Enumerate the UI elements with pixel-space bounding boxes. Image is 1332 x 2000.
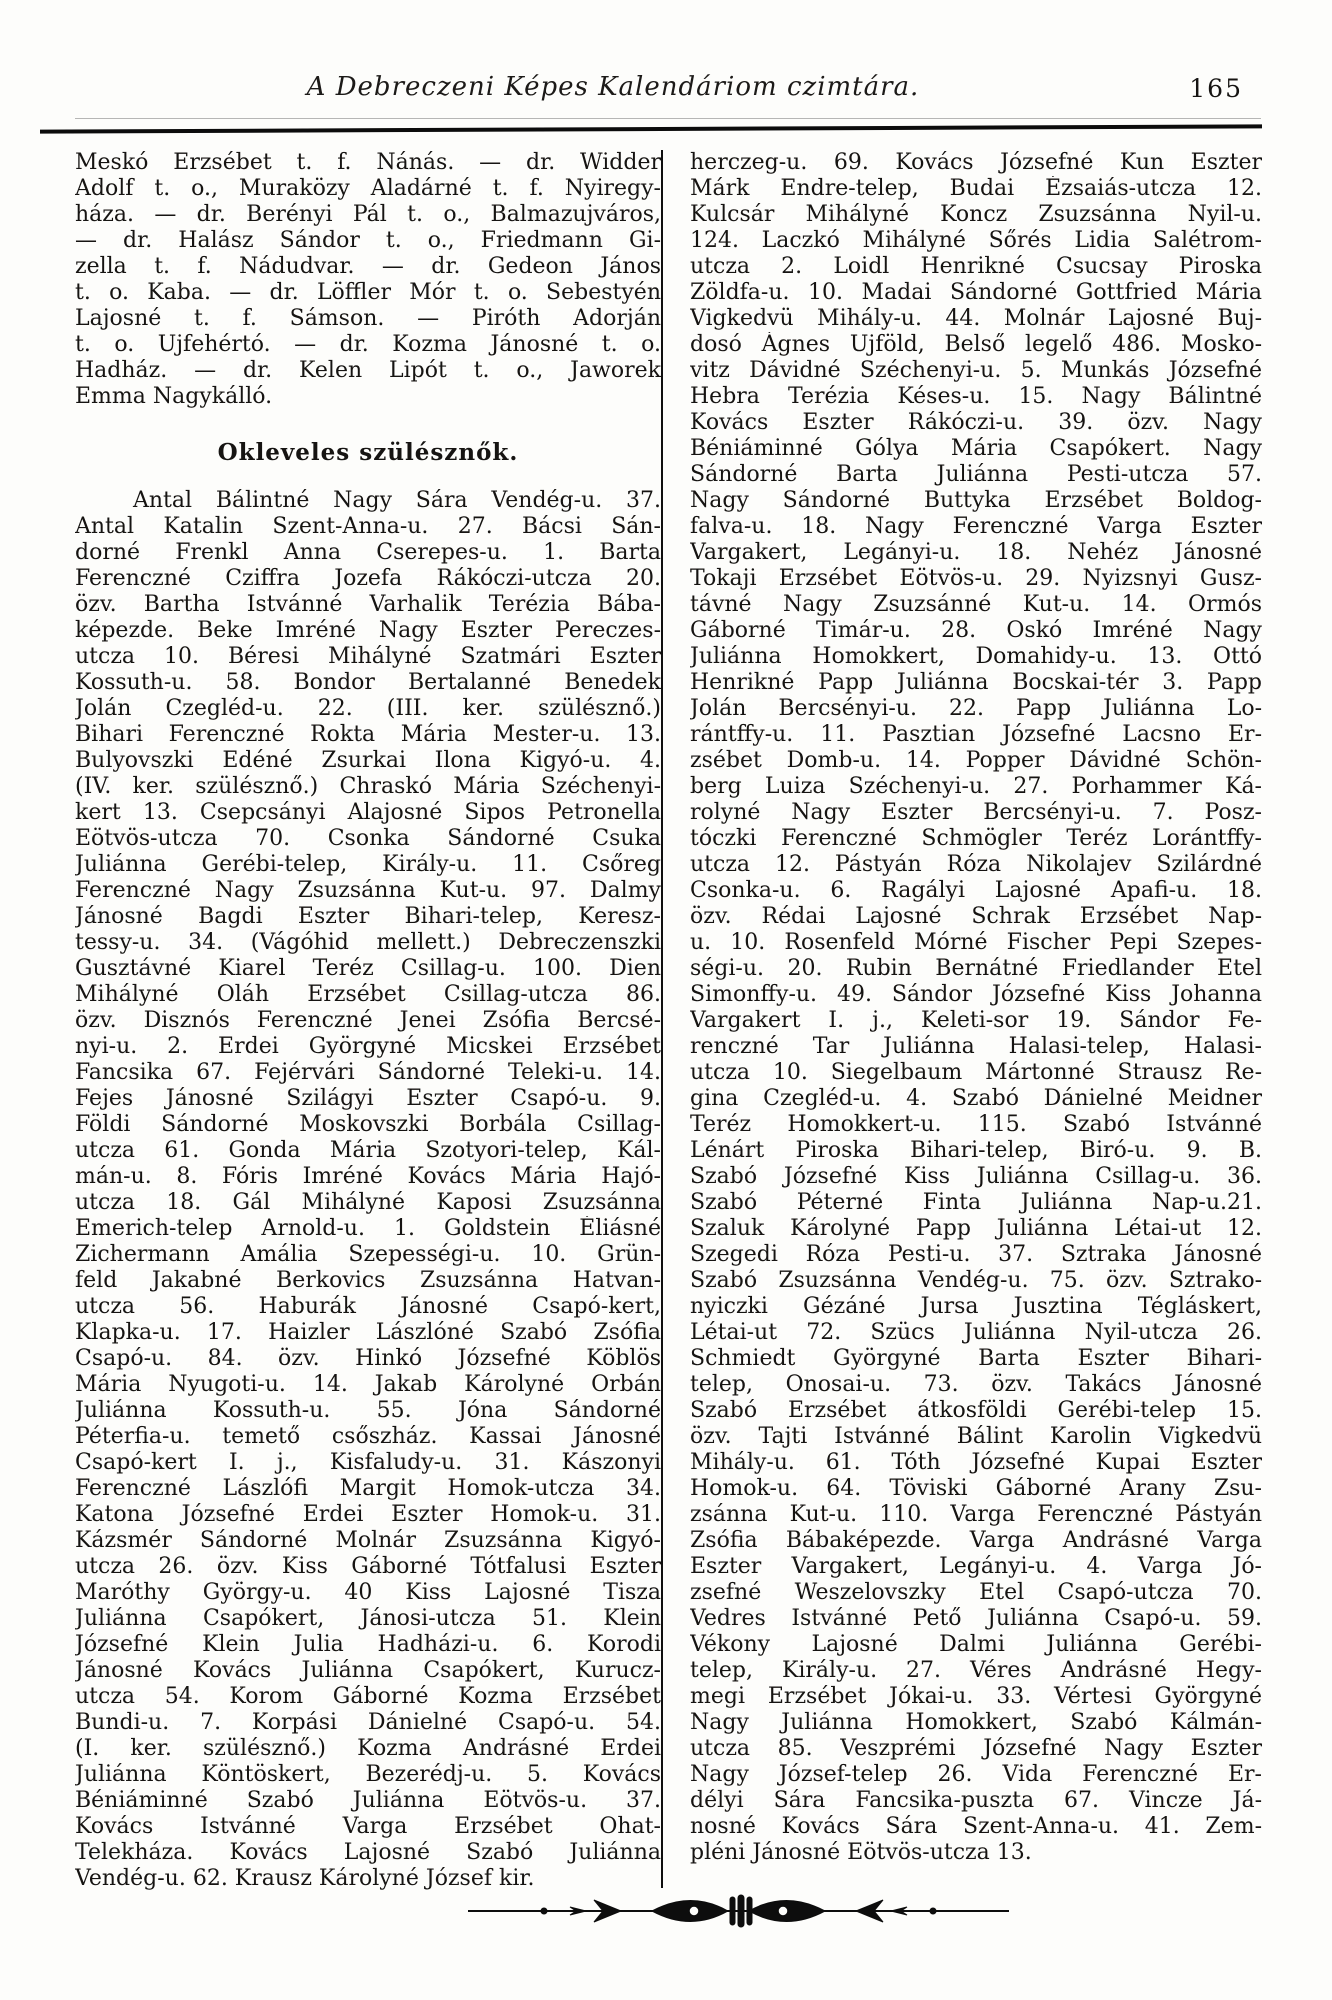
header-rule-thin [75, 118, 1261, 119]
text-line: Adolf t. o., Muraközy Aladárné t. f. Nyiregy- [75, 176, 661, 201]
text-line: Földi Sándorné Moskovszki Borbála Csillag- [75, 1112, 661, 1137]
text-line: Lajosné t. f. Sámson. — Piróth Adorján [75, 306, 661, 331]
text-line: Telekháza. Kovács Lajosné Szabó Juliánna [75, 1840, 661, 1865]
text-line: Vargakert I. j., Keleti-sor 19. Sándor Fe- [690, 1008, 1262, 1033]
text-line: (IV. ker. szülésznő.) Chraskó Mária Széchenyi- [75, 774, 661, 799]
text-line: Vékony Lajosné Dalmi Juliánna Gerébi- [690, 1632, 1262, 1657]
text-line: renczné Tar Juliánna Halasi-telep, Halasi- [690, 1034, 1262, 1059]
text-line: Teréz Homokkert-u. 115. Szabó Istvánné [690, 1112, 1262, 1137]
text-line: Ferenczné Lászlófi Margit Homok-utcza 34. [75, 1476, 661, 1501]
page-number: 165 [1189, 74, 1243, 103]
text-line: berg Luiza Széchenyi-u. 27. Porhammer Ká- [690, 774, 1262, 799]
text-line: Katona Józsefné Erdei Eszter Homok-u. 31. [75, 1502, 661, 1527]
text-line: Homok-u. 64. Töviski Gáborné Arany Zsu- [690, 1476, 1262, 1501]
text-line: Szaluk Károlyné Papp Juliánna Létai-ut 12. [690, 1216, 1262, 1241]
paragraph [75, 150, 661, 410]
text-line: képezde. Beke Imréné Nagy Eszter Pereczes- [75, 618, 661, 643]
text-line: megi Erzsébet Jókai-u. 33. Vértesi Györgyné [690, 1684, 1262, 1709]
text-line: Eszter Vargakert, Legányi-u. 4. Varga Jó- [690, 1554, 1262, 1579]
text-line: Jolán Czegléd-u. 22. (III. ker. szülésznő.) [75, 696, 661, 721]
header-rule [40, 124, 1262, 133]
text-line: özv. Bartha Istvánné Varhalik Terézia Bába- [75, 592, 661, 617]
text-line: özv. Rédai Lajosné Schrak Erzsébet Nap- [690, 904, 1262, 929]
text-line: özv. Disznós Ferenczné Jenei Zsófia Bercsé- [75, 1008, 661, 1033]
text-line: Vigkedvü Mihály-u. 44. Molnár Lajosné Buj- [690, 306, 1262, 331]
text-line: Lénárt Piroska Bihari-telep, Biró-u. 9. B. [690, 1138, 1262, 1163]
text-line: utcza 10. Béresi Mihályné Szatmári Eszter [75, 644, 661, 669]
text-line: Péterfia-u. temető csőszház. Kassai Jánosné [75, 1424, 661, 1449]
text-line: utcza 12. Pástyán Róza Nikolajev Szilárdné [690, 852, 1262, 877]
paragraph [75, 488, 661, 1892]
text-line: kert 13. Csepcsányi Alajosné Sipos Petronella [75, 800, 661, 825]
text-line: háza. — dr. Berényi Pál t. o., Balmazujváros, [75, 202, 661, 227]
text-line: Létai-ut 72. Szücs Juliánna Nyil-utcza 26. [690, 1320, 1262, 1345]
text-line: rántffy-u. 11. Pasztian Józsefné Lacsno Er- [690, 722, 1262, 747]
text-line: Eötvös-utcza 70. Csonka Sándorné Csuka [75, 826, 661, 851]
text-line: herczeg-u. 69. Kovács Józsefné Kun Eszter [690, 150, 1262, 175]
text-line: Zöldfa-u. 10. Madai Sándorné Gottfried Mária [690, 280, 1262, 305]
text-line: Mária Nyugoti-u. 14. Jakab Károlyné Orbán [75, 1372, 661, 1397]
text-line: Gáborné Timár-u. 28. Oskó Imréné Nagy [690, 618, 1262, 643]
text-line: ségi-u. 20. Rubin Bernátné Friedlander Etel [690, 956, 1262, 981]
text-line: távné Nagy Zsuzsánné Kut-u. 14. Ormós [690, 592, 1262, 617]
text-line: utcza 61. Gonda Mária Szotyori-telep, Kál- [75, 1138, 661, 1163]
text-line: Szabó Péterné Finta Juliánna Nap-u.21. [690, 1190, 1262, 1215]
text-line: Fejes Jánosné Szilágyi Eszter Csapó-u. 9. [75, 1086, 661, 1111]
text-line: Juliánna Gerébi-telep, Király-u. 11. Csőreg [75, 852, 661, 877]
text-line: Józsefné Klein Julia Hadházi-u. 6. Korodi [75, 1632, 661, 1657]
page-title: A Debreczeni Képes Kalendáriom czimtára. [306, 72, 920, 102]
text-line: zsánna Kut-u. 110. Varga Ferenczné Pástyán [690, 1502, 1262, 1527]
text-line: Zichermann Amália Szepességi-u. 10. Grün- [75, 1242, 661, 1267]
section-heading: Okleveles szülésznők. [217, 439, 519, 466]
text-line: Kulcsár Mihályné Koncz Zsuzsánna Nyil-u. [690, 202, 1262, 227]
text-line: Ferenczné Nagy Zsuzsánna Kut-u. 97. Dalmy [75, 878, 661, 903]
text-line: Juliánna Homokkert, Domahidy-u. 13. Ottó [690, 644, 1262, 669]
page-header [75, 72, 1261, 116]
text-line: gina Czegléd-u. 4. Szabó Dánielné Meidner [690, 1086, 1262, 1111]
text-line: Juliánna Köntöskert, Bezerédj-u. 5. Kovács [75, 1762, 661, 1787]
text-line: utcza 26. özv. Kiss Gáborné Tótfalusi Eszter [75, 1554, 661, 1579]
text-line: rolyné Nagy Eszter Bercsényi-u. 7. Posz- [690, 800, 1262, 825]
text-line: Jánosné Bagdi Eszter Bihari-telep, Keresz- [75, 904, 661, 929]
column-divider [661, 150, 663, 1888]
text-line: (I. ker. szülésznő.) Kozma Andrásné Erdei [75, 1736, 661, 1761]
text-line: Jánosné Kovács Juliánna Csapókert, Kurucz- [75, 1658, 661, 1683]
text-line: Bulyovszki Edéné Zsurkai Ilona Kigyó-u. 4. [75, 748, 661, 773]
text-line: Sándorné Barta Juliánna Pesti-utcza 57. [690, 462, 1262, 487]
text-line: Fancsika 67. Fejérvári Sándorné Teleki-u. 14. [75, 1060, 661, 1085]
text-line: utcza 56. Haburák Jánosné Csapó-kert, [75, 1294, 661, 1319]
text-line: Mihályné Oláh Erzsébet Csillag-utcza 86. [75, 982, 661, 1007]
text-line: Szabó Józsefné Kiss Juliánna Csillag-u. 36. [690, 1164, 1262, 1189]
text-line: utcza 2. Loidl Henrikné Csucsay Piroska [690, 254, 1262, 279]
text-line: nosné Kovács Sára Szent-Anna-u. 41. Zem- [690, 1814, 1262, 1839]
text-line: utcza 18. Gál Mihályné Kaposi Zsuzsánna [75, 1190, 661, 1215]
text-line: mán-u. 8. Fóris Imréné Kovács Mária Hajó- [75, 1164, 661, 1189]
text-line: Klapka-u. 17. Haizler Lászlóné Szabó Zsófia [75, 1320, 661, 1345]
text-line: telep, Onosai-u. 73. özv. Takács Jánosné [690, 1372, 1262, 1397]
text-line: — dr. Halász Sándor t. o., Friedmann Gi- [75, 228, 661, 253]
text-line: özv. Tajti Istvánné Bálint Karolin Vigkedvü [690, 1424, 1262, 1449]
text-line: Tokaji Erzsébet Eötvös-u. 29. Nyizsnyi Gusz- [690, 566, 1262, 591]
text-line: Vedres Istvánné Pető Juliánna Csapó-u. 59. [690, 1606, 1262, 1631]
text-line: Szabó Zsuzsánna Vendég-u. 75. özv. Sztrako- [690, 1268, 1262, 1293]
text-line: Emerich-telep Arnold-u. 1. Goldstein Éliásné [75, 1216, 661, 1241]
text-line: Nagy Sándorné Buttyka Erzsébet Boldog- [690, 488, 1262, 513]
text-line: Simonffy-u. 49. Sándor Józsefné Kiss Johanna [690, 982, 1262, 1007]
text-line: Csapó-kert I. j., Kisfaludy-u. 31. Kászonyi [75, 1450, 661, 1475]
text-line: tessy-u. 34. (Vágóhid mellett.) Debreczenszki [75, 930, 661, 955]
text-line: pléni Jánosné Eötvös-utcza 13. [690, 1840, 1032, 1865]
text-line: 124. Laczkó Mihályné Sőrés Lidia Salétrom- [690, 228, 1262, 253]
text-line: Kovács Eszter Rákóczi-u. 39. özv. Nagy [690, 410, 1262, 435]
text-line: Mihály-u. 61. Tóth Józsefné Kupai Eszter [690, 1450, 1262, 1475]
text-line: Maróthy György-u. 40 Kiss Lajosné Tisza [75, 1580, 661, 1605]
text-line: Nagy József-telep 26. Vida Ferenczné Er- [690, 1762, 1262, 1787]
text-line: Emma Nagykálló. [75, 384, 273, 409]
column-right [690, 150, 1262, 1866]
text-line: Kovács Istvánné Varga Erzsébet Ohat- [75, 1814, 661, 1839]
text-line: Kázsmér Sándorné Molnár Zsuzsánna Kigyó- [75, 1528, 661, 1553]
text-line: Hebra Terézia Késes-u. 15. Nagy Bálintné [690, 384, 1262, 409]
text-line: Antal Katalin Szent-Anna-u. 27. Bácsi Sán- [75, 514, 661, 539]
text-line: Antal Bálintné Nagy Sára Vendég-u. 37. [133, 488, 661, 513]
text-line: Hadház. — dr. Kelen Lipót t. o., Jaworek [75, 358, 661, 383]
text-line: Szabó Erzsébet átkosföldi Gerébi-telep 15. [690, 1398, 1262, 1423]
text-line: Béniáminné Gólya Mária Csapókert. Nagy [690, 436, 1262, 461]
text-line: zsefné Weszelovszky Etel Csapó-utcza 70. [690, 1580, 1262, 1605]
text-line: Bihari Ferenczné Rokta Mária Mester-u. 13. [75, 722, 661, 747]
text-line: utcza 54. Korom Gáborné Kozma Erzsébet [75, 1684, 661, 1709]
text-line: falva-u. 18. Nagy Ferenczné Varga Eszter [690, 514, 1262, 539]
text-line: tóczki Ferenczné Schmögler Teréz Lorántffy- [690, 826, 1262, 851]
text-line: vitz Dávidné Széchenyi-u. 5. Munkás Józsefné [690, 358, 1262, 383]
text-line: zella t. f. Nádudvar. — dr. Gedeon János [75, 254, 661, 279]
text-line: Kossuth-u. 58. Bondor Bertalanné Benedek [75, 670, 661, 695]
text-line: Márk Endre-telep, Budai Ézsaiás-utcza 12. [690, 176, 1262, 201]
text-line: Vendég-u. 62. Krausz Károlyné József kir. [75, 1866, 535, 1891]
text-line: Juliánna Csapókert, Jánosi-utcza 51. Klein [75, 1606, 661, 1631]
text-line: Nagy Juliánna Homokkert, Szabó Kálmán- [690, 1710, 1262, 1735]
text-line: Vargakert, Legányi-u. 18. Nehéz Jánosné [690, 540, 1262, 565]
text-line: Szegedi Róza Pesti-u. 37. Sztraka Jánosné [690, 1242, 1262, 1267]
text-line: feld Jakabné Berkovics Zsuzsánna Hatvan- [75, 1268, 661, 1293]
text-line: u. 10. Rosenfeld Mórné Fischer Pepi Szepes- [690, 930, 1262, 955]
text-line: t. o. Kaba. — dr. Löffler Mór t. o. Sebestyén [75, 280, 661, 305]
text-line: Juliánna Kossuth-u. 55. Jóna Sándorné [75, 1398, 661, 1423]
paragraph [690, 150, 1262, 1866]
text-line: Jolán Bercsényi-u. 22. Papp Juliánna Lo- [690, 696, 1262, 721]
text-line: utcza 85. Veszprémi Józsefné Nagy Eszter [690, 1736, 1262, 1761]
text-line: Gusztávné Kiarel Teréz Csillag-u. 100. Dien [75, 956, 661, 981]
text-line: Ferenczné Cziffra Jozefa Rákóczi-utcza 20. [75, 566, 661, 591]
text-line: t. o. Ujfehértó. — dr. Kozma Jánosné t. o. [75, 332, 661, 357]
text-columns [75, 150, 1262, 1892]
text-line: Csonka-u. 6. Ragályi Lajosné Apafi-u. 18. [690, 878, 1262, 903]
text-line: zsébet Domb-u. 14. Popper Dávidné Schön- [690, 748, 1262, 773]
text-line: Bundi-u. 7. Korpási Dánielné Csapó-u. 54. [75, 1710, 661, 1735]
text-line: Henrikné Papp Juliánna Bocskai-tér 3. Papp [690, 670, 1262, 695]
text-line: dorné Frenkl Anna Cserepes-u. 1. Barta [75, 540, 661, 565]
bottom-flourish-icon [466, 1888, 1011, 1934]
text-line: Zsófia Bábaképezde. Varga Andrásné Varga [690, 1528, 1262, 1553]
text-line: utcza 10. Siegelbaum Mártonné Strausz Re- [690, 1060, 1262, 1085]
text-line: nyiczki Gézáné Jursa Jusztina Tégláskert, [690, 1294, 1262, 1319]
column-left [75, 150, 661, 1892]
text-line: telep, Király-u. 27. Véres Andrásné Hegy- [690, 1658, 1262, 1683]
text-line: nyi-u. 2. Erdei Györgyné Micskei Erzsébet [75, 1034, 661, 1059]
text-line: Béniáminné Szabó Juliánna Eötvös-u. 37. [75, 1788, 661, 1813]
text-line: délyi Sára Fancsika-puszta 67. Vincze Já- [690, 1788, 1262, 1813]
text-line: Csapó-u. 84. özv. Hinkó Józsefné Köblös [75, 1346, 661, 1371]
text-line: dosó Ágnes Ujföld, Belső legelő 486. Mosko- [690, 332, 1262, 357]
text-line: Schmiedt Györgyné Barta Eszter Bihari- [690, 1346, 1262, 1371]
text-line: Meskó Erzsébet t. f. Nánás. — dr. Widder [75, 150, 661, 175]
